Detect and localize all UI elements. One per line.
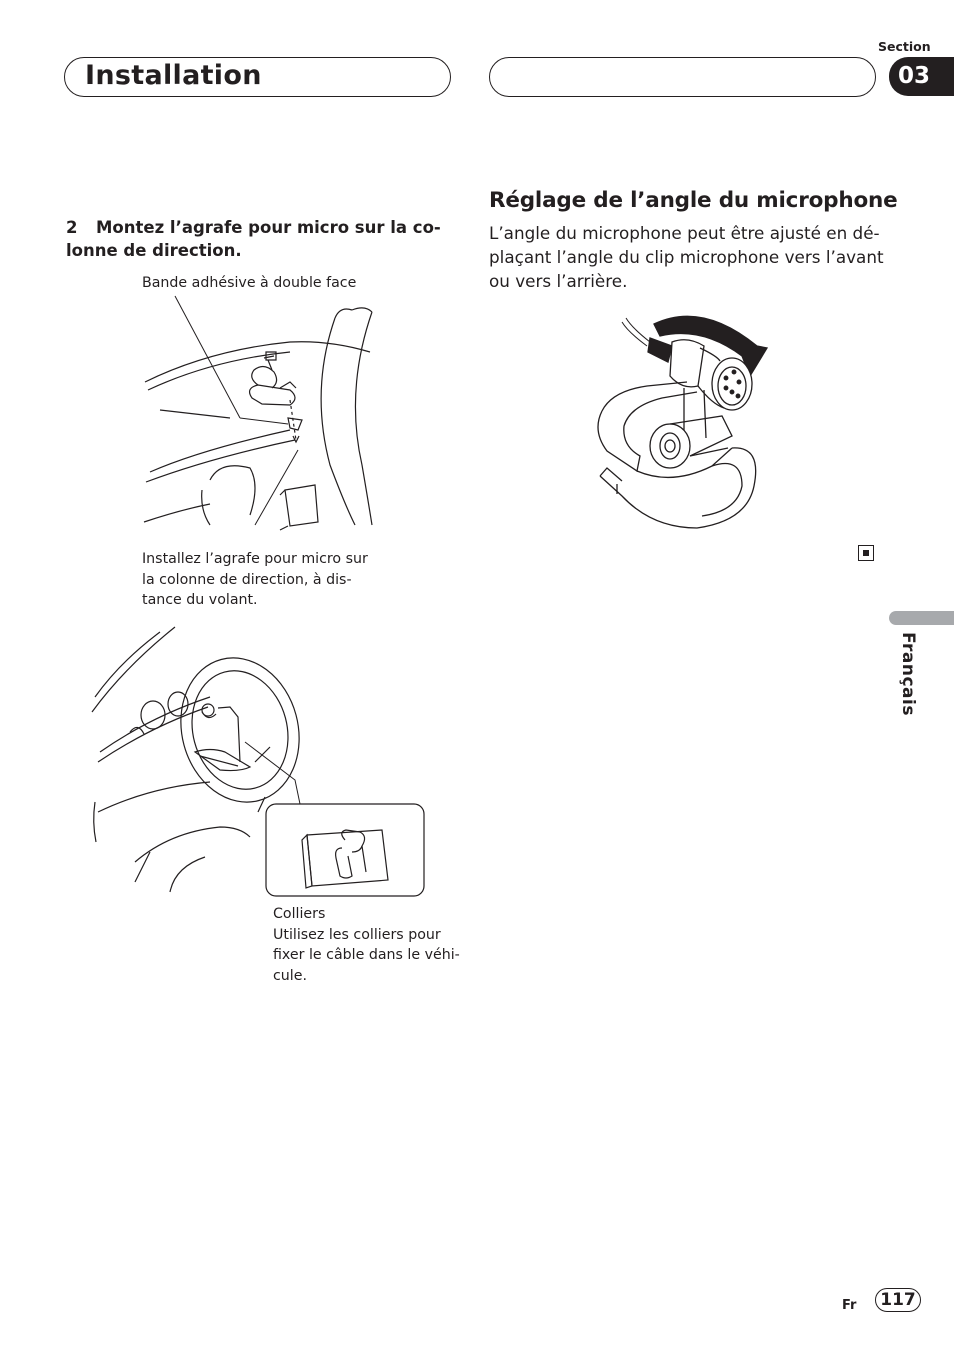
page-number: 117: [875, 1288, 921, 1312]
step-number: 2: [66, 218, 78, 237]
end-of-section-icon: [858, 545, 874, 561]
language-label: Français: [898, 632, 918, 716]
caption-install: Installez l’agrafe pour micro sur la colonne de direction, à dis- tance du volant.: [142, 551, 368, 608]
page-title: Installation: [85, 60, 262, 91]
car-interior-clamp-illustration: [90, 622, 430, 902]
language-tab: [889, 611, 954, 625]
step-heading: [66, 216, 446, 262]
section-label: Section: [878, 39, 931, 54]
caption-clamps: Colliers Utilisez les colliers pour fixer le câble dans le véhi- cule.: [273, 906, 460, 984]
caption-tape: Bande adhésive à double face: [142, 275, 357, 291]
step-text: Montez l’agrafe pour micro sur la co-lonne de direction.: [66, 218, 441, 260]
footer-language: Fr: [842, 1298, 857, 1313]
header-right-pill: [489, 57, 876, 97]
steering-column-clip-illustration: [140, 290, 390, 530]
header-title-pill: [64, 57, 451, 97]
body-text: L’angle du microphone peut être ajusté en dé- plaçant l’angle du clip microphone vers l’avant ou vers l’arrière.: [489, 223, 884, 291]
microphone-angle-illustration: [592, 306, 777, 534]
section-heading: Réglage de l’angle du microphone: [489, 188, 898, 213]
section-number-badge: 03: [889, 57, 954, 96]
